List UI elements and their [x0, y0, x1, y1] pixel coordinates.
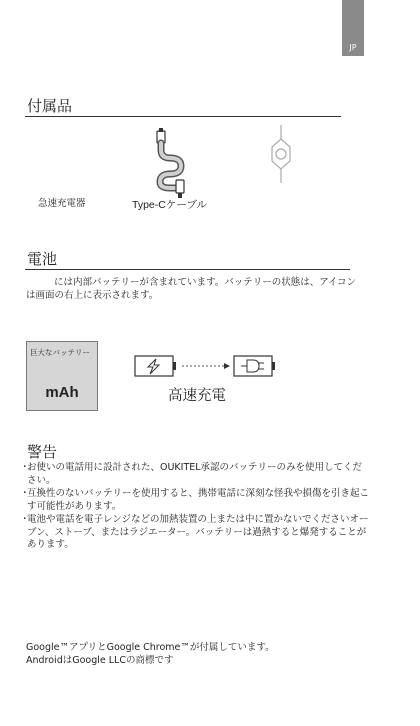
fast-charge-diagram	[134, 354, 284, 378]
battery-divider	[25, 269, 350, 270]
battery-capacity-box	[26, 341, 98, 411]
warning-text: お使いの電話用に設計された、OUKITEL承認のバッテリーのみを使用してください。	[27, 462, 363, 486]
warning-text: 互換性のないバッテリーを使用すると、携帯電話に深刻な怪我や損傷を引き起こす可能性があります。	[27, 488, 370, 512]
battery-box-unit: mAh	[45, 384, 79, 401]
accessory-label-charger: 急速充電器	[38, 198, 86, 209]
footer-line-1: Google™アプリとGoogle Chrome™が付属しています。	[26, 642, 275, 653]
warning-item: ・ お使いの電話用に設計された、OUKITEL承認のバッテリーのみを使用してください。	[20, 462, 363, 486]
warnings-list	[20, 462, 370, 553]
battery-box-label: 巨大なバッテリー	[30, 348, 90, 357]
warning-item: ・ 電池や電話を電子レンジなどの加熱装置の上または中に置かないでくださいオーブン、ストーブ、またはラジエーター。バッテリーは過熱すると爆発することがあります。	[20, 514, 369, 550]
warnings-heading: 警告	[27, 443, 58, 461]
usb-c-cable-icon	[148, 128, 196, 200]
plug-battery-icon	[234, 356, 275, 376]
battery-description: には内部バッテリーが含まれています。バッテリーの状態は、アイコンは画面の右上に表示されます。	[26, 277, 357, 301]
lightning-battery-icon	[135, 356, 176, 376]
warning-text: 電池や電話を電子レンジなどの加熱装置の上または中に置かないでくださいオーブン、ストーブ、またはラジエーター。バッテリーは過熱すると爆発することがあります。	[27, 514, 369, 550]
sim-pin-icon	[266, 125, 296, 183]
warning-item: ・ 互換性のないバッテリーを使用すると、携帯電話に深刻な怪我や損傷を引き起こす可能性があります。	[20, 488, 370, 512]
charge-arrow-head	[224, 363, 230, 369]
language-tab	[342, 0, 364, 56]
accessories-divider	[25, 116, 341, 117]
fast-charge-label: 高速充電	[168, 388, 226, 404]
accessories-heading: 付属品	[27, 97, 73, 115]
language-tab-label: JP	[349, 43, 357, 52]
accessory-label-cable: Type-Cケーブル	[132, 199, 207, 211]
battery-heading: 電池	[27, 250, 58, 268]
footer-line-2: AndroidはGoogle LLCの商標です	[26, 655, 174, 666]
